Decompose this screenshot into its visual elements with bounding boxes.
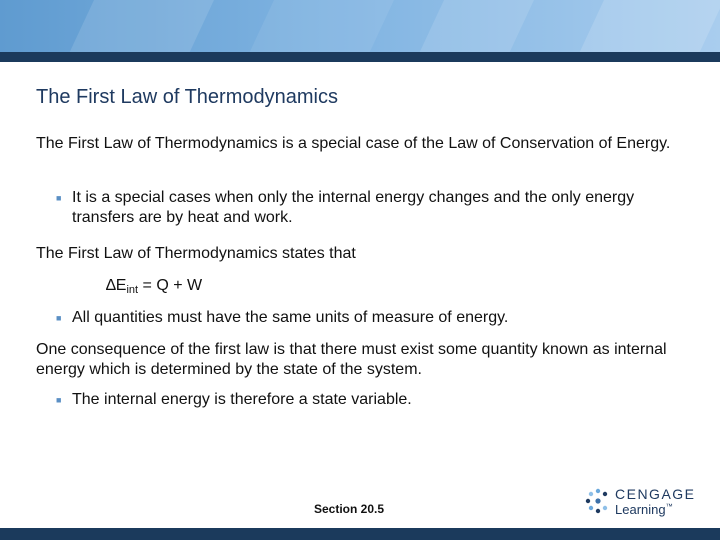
- cengage-mark-icon: [585, 488, 611, 514]
- slide-title: The First Law of Thermodynamics: [36, 86, 338, 108]
- header-bar: [0, 52, 720, 62]
- paragraph-law-states: The First Law of Thermodynamics states that: [36, 245, 356, 262]
- bullet-square-icon: [56, 188, 72, 228]
- paragraph-conservation: The First Law of Thermodynamics is a special case of the Law of Conservation of Energy.: [36, 135, 671, 152]
- first-law-equation: $\Delta E_{int} = Q + W$: [106, 277, 203, 296]
- logo-text-learning: Learning™: [615, 502, 673, 517]
- section-label: Section 20.5: [314, 502, 385, 516]
- bullet-internal-energy-changes: ■ It is a special cases when only the internal energy changes and the only energy transfers are by heat and work.: [56, 188, 676, 228]
- bullet-state-variable: ■ The internal energy is therefore a state variable.: [56, 390, 676, 410]
- paragraph-consequence: One consequence of the first law is that there must exist some quantity known as internal energy which is determined by the state of the system.: [36, 341, 667, 378]
- footer-bar: [0, 528, 720, 540]
- bullet-same-units: ■ All quantities must have the same units of measure of energy.: [56, 308, 676, 328]
- header-banner: [0, 0, 720, 52]
- logo-text-cengage: CENGAGE: [615, 486, 696, 502]
- cengage-logo: [585, 486, 695, 518]
- bullet-square-icon: [56, 390, 72, 410]
- bullet-square-icon: [56, 308, 72, 328]
